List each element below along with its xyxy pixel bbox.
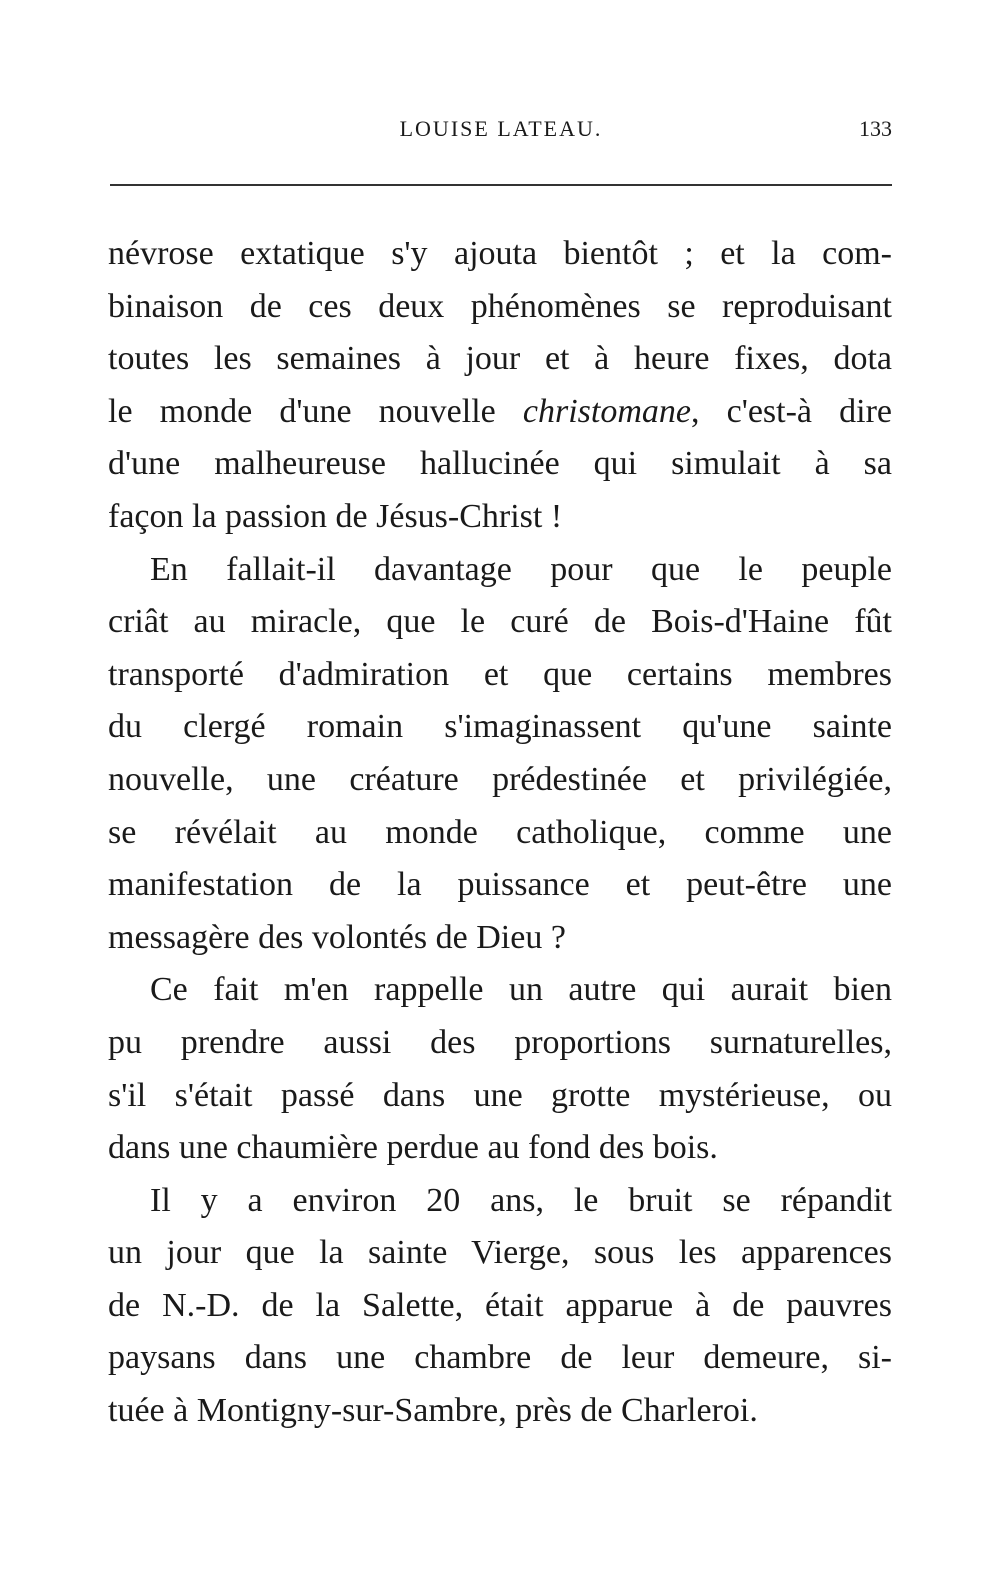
text-line <box>108 1385 892 1438</box>
text-segment: messagère des volontés de Dieu ? <box>108 918 566 956</box>
text-segment: toutes les semaines à jour et à heure fixes, dota <box>108 340 892 378</box>
text-segment: paysans dans une chambre de leur demeure, si- <box>108 1339 892 1377</box>
page-number: 133 <box>859 116 892 141</box>
text-segment: le monde d'une nouvelle <box>108 392 523 430</box>
text-line <box>108 333 892 386</box>
text-line <box>108 438 892 491</box>
text-line <box>108 1280 892 1333</box>
text-segment: s'il s'était passé dans une grotte mystérieuse, ou <box>108 1076 892 1114</box>
text-line <box>108 701 892 754</box>
text-segment: se révélait au monde catholique, comme une <box>108 813 892 851</box>
text-line <box>108 228 892 281</box>
text-segment: du clergé romain s'imaginassent qu'une sainte <box>108 708 892 746</box>
text-line <box>108 1122 892 1175</box>
text-line <box>108 754 892 807</box>
text-segment: nouvelle, une créature prédestinée et privilégiée, <box>108 760 892 798</box>
text-line <box>108 912 892 965</box>
text-segment: pu prendre aussi des proportions surnaturelles, <box>108 1023 892 1061</box>
text-line <box>108 1227 892 1280</box>
text-line <box>108 1332 892 1385</box>
text-segment: dans une chaumière perdue au fond des bois. <box>108 1129 718 1167</box>
text-line <box>108 544 892 597</box>
text-line <box>108 491 892 544</box>
text-line <box>108 596 892 649</box>
text-segment: façon la passion de Jésus-Christ ! <box>108 497 563 535</box>
text-line <box>108 1175 892 1228</box>
text-line <box>108 807 892 860</box>
text-segment: , c'est-à dire <box>690 392 892 430</box>
text-segment: un jour que la sainte Vierge, sous les apparences <box>108 1234 892 1272</box>
text-line <box>108 1017 892 1070</box>
italic-term: christomane <box>522 392 691 430</box>
text-line <box>108 859 892 912</box>
text-segment: de N.-D. de la Salette, était apparue à de pauvres <box>108 1286 892 1324</box>
paragraph <box>108 1175 892 1438</box>
text-segment: Il y a environ 20 ans, le bruit se répandit <box>150 1181 892 1219</box>
running-head <box>110 116 892 146</box>
header-rule <box>110 184 892 186</box>
text-segment: criât au miracle, que le curé de Bois-d'Haine fût <box>108 603 892 641</box>
text-line <box>108 649 892 702</box>
body-text <box>108 228 892 1438</box>
text-segment: d'une malheureuse hallucinée qui simulait à sa <box>108 445 892 483</box>
text-line <box>108 281 892 334</box>
paragraph <box>108 228 892 544</box>
paragraph <box>108 964 892 1174</box>
text-segment: névrose extatique s'y ajouta bientôt ; et la com- <box>108 235 892 272</box>
text-line <box>108 1070 892 1123</box>
text-segment: Ce fait m'en rappelle un autre qui aurait bien <box>150 971 892 1009</box>
text-segment: tuée à Montigny-sur-Sambre, près de Charleroi. <box>108 1392 758 1430</box>
text-segment: binaison de ces deux phénomènes se reproduisant <box>108 287 892 325</box>
text-line <box>108 964 892 1017</box>
paragraph <box>108 544 892 965</box>
text-segment: transporté d'admiration et que certains membres <box>108 655 892 693</box>
text-line <box>108 386 892 439</box>
running-title: LOUISE LATEAU. <box>399 116 603 141</box>
text-segment: manifestation de la puissance et peut-être une <box>108 866 892 904</box>
text-segment: En fallait-il davantage pour que le peuple <box>150 550 892 588</box>
